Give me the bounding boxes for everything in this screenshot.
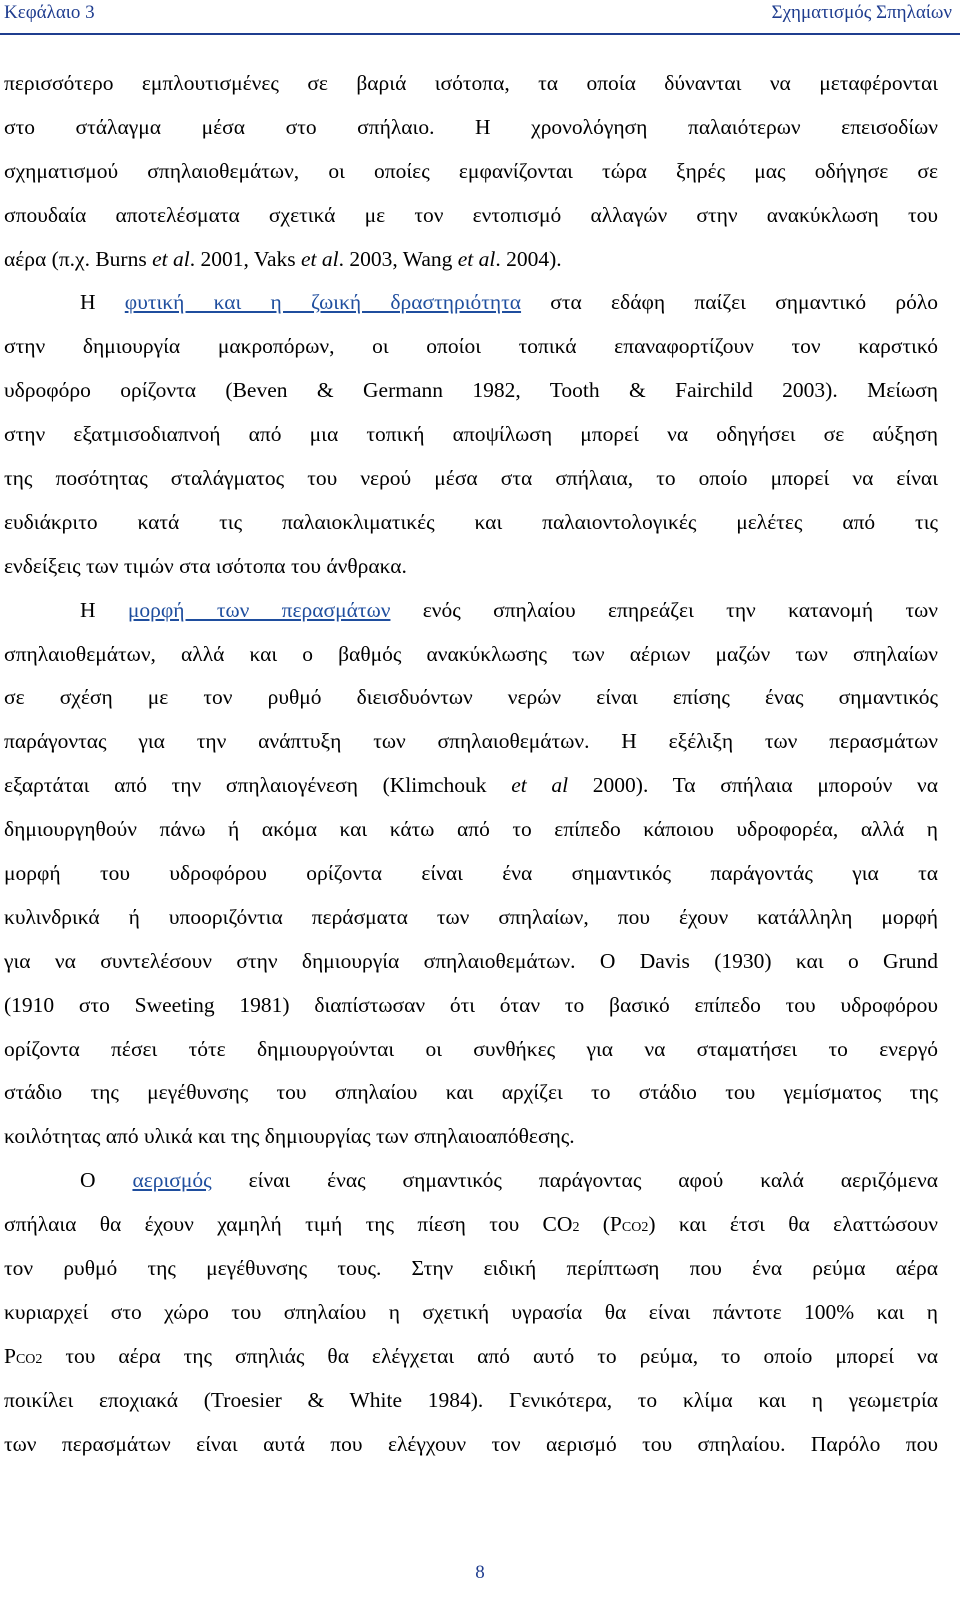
text-line: σπουδαία αποτελέσματα σχετικά με τον εντοπισμό αλλαγών στην ανακύκλωση του <box>4 202 938 227</box>
text-run: Η <box>80 597 128 622</box>
text-line: ορίζοντα πέσει τότε δημιουργούνται οι συνθήκες για να σταματήσει το ενεργό <box>4 1036 938 1061</box>
text-line: κυλινδρικά ή υποοριζόντια περάσματα των σπηλαίων, που έχουν κατάλληλη μορφή <box>4 904 938 929</box>
text-line: τον ρυθμό της μεγέθυνσης τους. Στην ειδική περίπτωση που ένα ρεύμα αέρα <box>4 1256 938 1281</box>
text-line: κοιλότητας από υλικά και της δημιουργίας των σπηλαιοαπόθεσης. <box>4 1124 575 1149</box>
text-line: παράγοντας για την ανάπτυξη των σπηλαιοθεμάτων. Η εξέλιξη των περασμάτων <box>4 729 938 754</box>
text-run: . 2001, Vaks <box>189 246 302 271</box>
text-line: της ποσότητας σταλάγματος του νερού μέσα στα σπήλαια, το οποίο μπορεί να είναι <box>4 466 938 491</box>
text-run: 2000). Τα σπήλαια μπορούν να <box>568 773 938 798</box>
citation-etal: et al <box>301 246 339 271</box>
text-run: P <box>4 1343 16 1368</box>
co2-subscript: 2 <box>572 1220 580 1236</box>
text-line: στην δημιουργία μακροπόρων, οι οποίοι τοπικά επαναφορτίζουν τον καρστικό <box>4 334 938 359</box>
text-run: ενός σπηλαίου επηρεάζει την κατανομή των <box>390 597 938 622</box>
page-body <box>4 62 938 1467</box>
text-line: στην εξατμισοδιαπνοή από μια τοπική αποψίλωση μπορεί να οδηγήσει σε αύξηση <box>4 422 938 447</box>
text-line: υδροφόρο ορίζοντα (Beven & Germann 1982, Tooth & Fairchild 2003). Μείωση <box>4 378 938 403</box>
citation-etal: et al <box>511 773 569 798</box>
text-line <box>4 1335 938 1379</box>
keyword-flora-fauna: φυτική και η ζωική δραστηριότητα <box>124 290 522 315</box>
text-line: των περασμάτων είναι αυτά που ελέγχουν τον αερισμό του σπηλαίου. Παρόλο που <box>4 1431 938 1456</box>
citation-etal: et al <box>152 246 190 271</box>
keyword-passage-shape: μορφή των περασμάτων <box>127 597 391 622</box>
text-run: Ο <box>80 1168 133 1193</box>
text-run: εξαρτάται από την σπηλαιογένεση (Klimchouk <box>4 773 512 798</box>
text-line: σε σχέση με τον ρυθμό διεισδυόντων νερών είναι επίσης ένας σημαντικός <box>4 685 938 710</box>
text-line <box>4 764 938 808</box>
text-line <box>4 238 938 282</box>
text-run: . 2003, Wang <box>338 246 458 271</box>
text-run: στα εδάφη παίζει σημαντικό ρόλο <box>521 290 938 315</box>
pco2-subscript: CO2 <box>15 1351 43 1367</box>
text-line: κυριαρχεί στο χώρο του σπηλαίου η σχετική υγρασία θα είναι πάντοτε 100% και η <box>4 1299 938 1324</box>
text-run: είναι ένας σημαντικός παράγοντας αφού καλά αεριζόμενα <box>211 1168 938 1193</box>
section-title: Σχηματισμός Σπηλαίων <box>771 2 952 23</box>
chapter-label: Κεφάλαιο 3 <box>4 2 95 23</box>
citation-etal: et al <box>457 246 496 271</box>
text-line: σχηματισμού σπηλαιοθεμάτων, οι οποίες εμφανίζονται τώρα ξηρές μας οδήγησε σε <box>4 158 938 183</box>
text-line: στάδιο της μεγέθυνσης του σπηλαίου και αρχίζει το στάδιο του γεμίσματος της <box>4 1080 938 1105</box>
text-line <box>4 1203 938 1247</box>
text-run: Η <box>80 290 125 315</box>
text-run: αέρα (π.χ. Burns <box>4 246 153 271</box>
pco2-subscript: CO2 <box>621 1220 649 1236</box>
text-run: του αέρα της σπηλιάς θα ελέγχεται από αυτό το ρεύμα, το οποίο μπορεί να <box>42 1343 938 1368</box>
text-run: . 2004). <box>495 246 562 271</box>
text-line: ευδιάκριτο κατά τις παλαιοκλιματικές και παλαιοντολογικές μελέτες από τις <box>4 509 938 534</box>
text-run: ) και έτσι θα ελαττώσουν <box>648 1212 938 1237</box>
text-line: για να συντελέσουν στην δημιουργία σπηλαιοθεμάτων. Ο Davis (1930) και ο Grund <box>4 948 938 973</box>
keyword-ventilation: αερισμός <box>132 1168 212 1193</box>
paragraph-start <box>4 1159 938 1203</box>
page-number: 8 <box>475 1562 485 1583</box>
header-rule <box>0 33 960 35</box>
text-line: περισσότερο εμπλουτισμένες σε βαριά ισότοπα, τα οποία δύνανται να μεταφέρονται <box>4 71 938 95</box>
page-header <box>0 0 960 40</box>
text-line: ενδείξεις των τιμών στα ισότοπα του άνθρακα. <box>4 553 407 578</box>
text-run: (P <box>579 1212 622 1237</box>
paragraph-start <box>4 589 938 633</box>
text-line: ποικίλει εποχιακά (Troesier & White 1984). Γενικότερα, το κλίμα και η γεωμετρία <box>4 1387 938 1412</box>
paragraph-start <box>4 281 938 325</box>
text-line: δημιουργηθούν πάνω ή ακόμα και κάτω από το επίπεδο κάποιου υδροφορέα, αλλά η <box>4 817 938 842</box>
text-run: σπήλαια θα έχουν χαμηλή τιμή της πίεση του CO <box>4 1212 573 1237</box>
text-line: σπηλαιοθεμάτων, αλλά και ο βαθμός ανακύκλωσης των αέριων μαζών των σπηλαίων <box>4 641 938 666</box>
text-line: (1910 στο Sweeting 1981) διαπίστωσαν ότι όταν το βασικό επίπεδο του υδροφόρου <box>4 992 938 1017</box>
text-line: στο στάλαγμα μέσα στο σπήλαιο. Η χρονολόγηση παλαιότερων επεισοδίων <box>4 114 938 139</box>
text-line: μορφή του υδροφόρου ορίζοντα είναι ένα σημαντικός παράγοντάς για τα <box>4 861 938 886</box>
